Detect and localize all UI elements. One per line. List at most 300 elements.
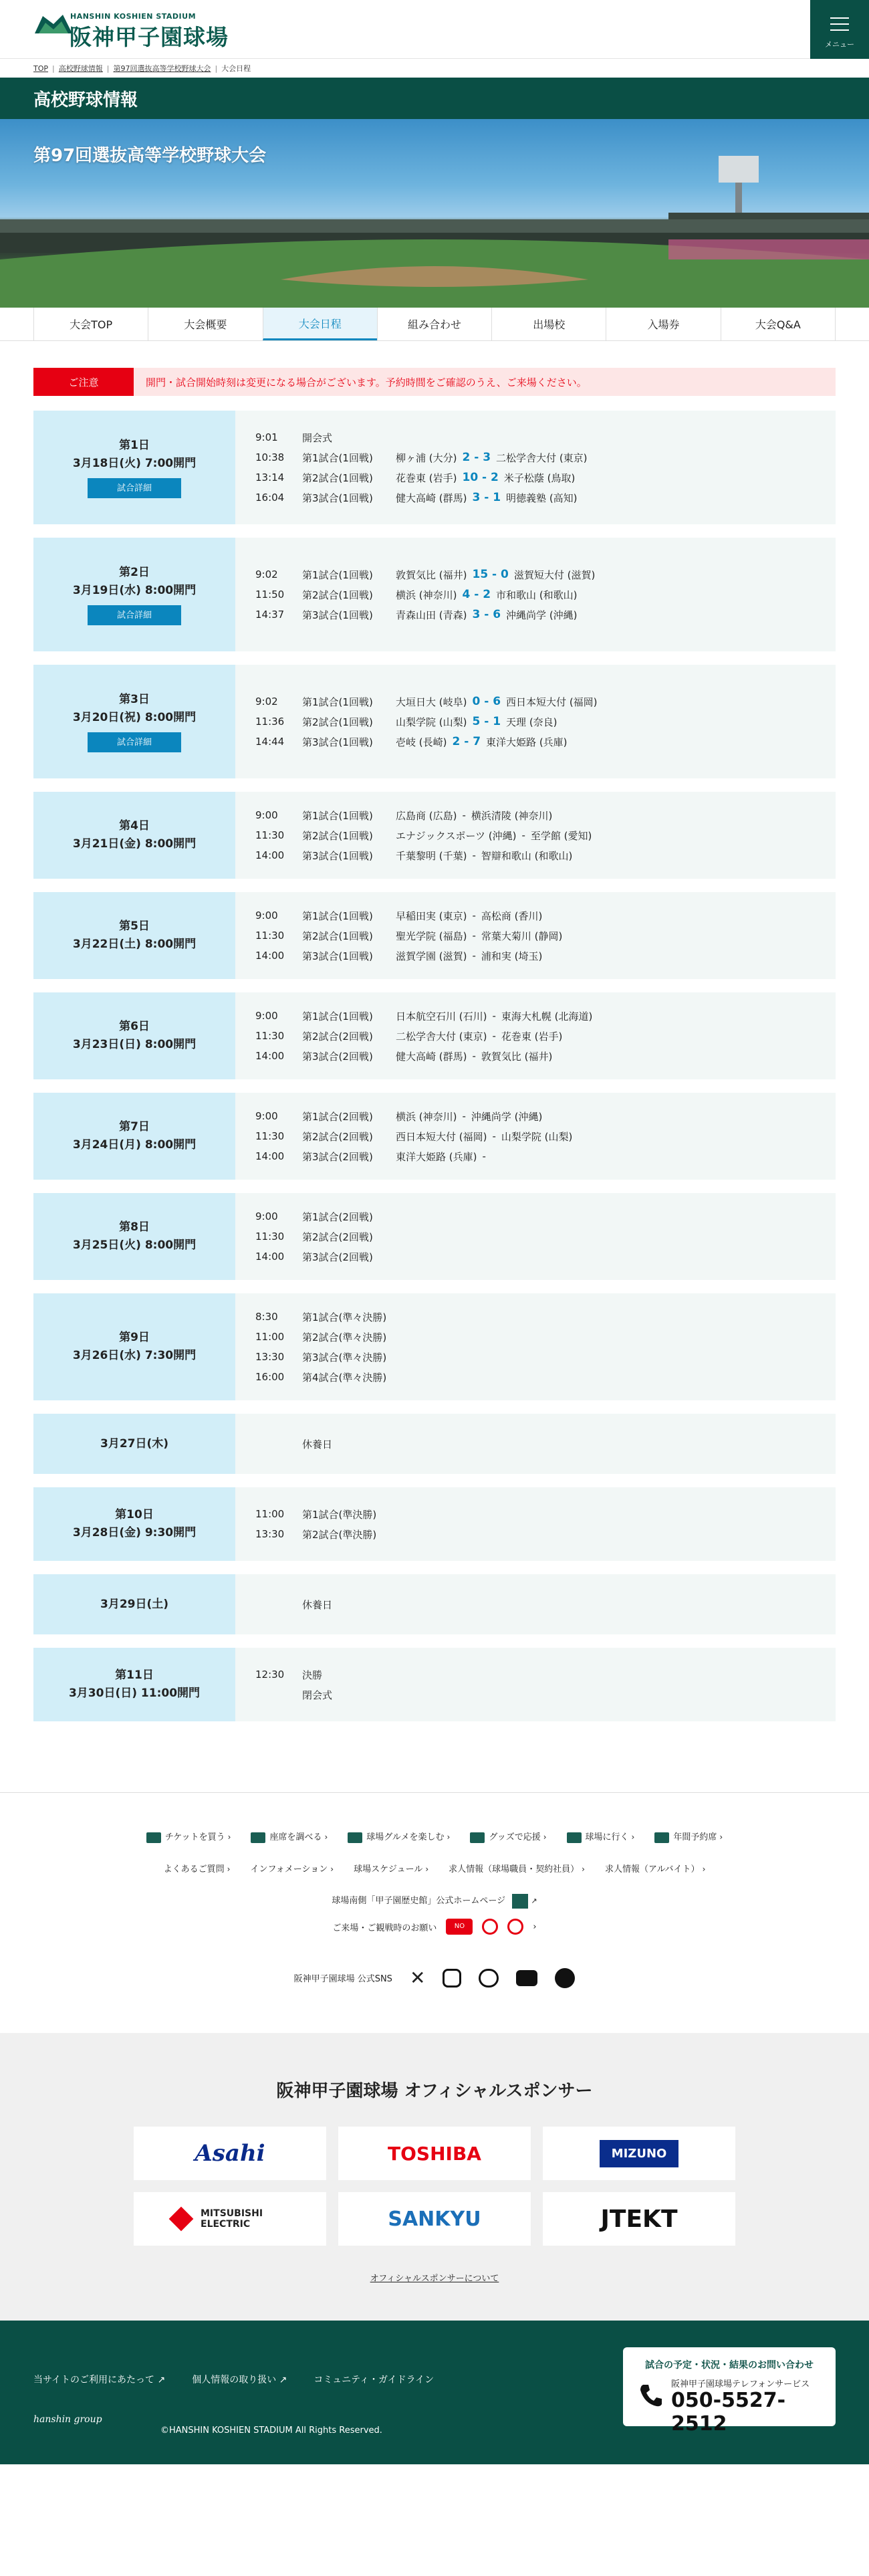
footer-secondary-links <box>0 1862 869 1874</box>
sns-label: 阪神甲子園球場 公式SNS <box>293 1974 392 1984</box>
team-away: 智辯和歌山 (和歌山) <box>481 849 573 862</box>
matchup <box>396 1130 572 1144</box>
notice-badge: ご注意 <box>33 368 134 396</box>
game-label: 第1試合(準決勝) <box>302 1508 377 1521</box>
game-score: - <box>492 1130 496 1142</box>
game-row <box>255 946 836 966</box>
game-time: 14:00 <box>255 950 285 962</box>
game-score: 10 - 2 <box>462 471 499 484</box>
game-score: 2 - 3 <box>462 451 491 464</box>
game-row <box>255 926 836 946</box>
game-row <box>255 805 836 825</box>
team-home: 敦賀気比 (福井) <box>396 568 467 581</box>
game-label: 第2試合(1回戦) <box>302 588 373 601</box>
warning-label: ご来場・ご観戦時のお願い <box>332 1923 437 1933</box>
team-away: 花巻東 (岩手) <box>501 1030 563 1043</box>
buy-ticket-link[interactable]: チケットを買う › <box>146 1830 231 1843</box>
access-link[interactable]: 球場に行く › <box>567 1830 635 1843</box>
game-row <box>255 1146 836 1166</box>
game-label: 第3試合(1回戦) <box>302 736 373 748</box>
game-row <box>255 1026 836 1046</box>
game-label: 第1試合(1回戦) <box>302 568 373 581</box>
day-number: 第8日 <box>119 1220 150 1234</box>
game-time: 11:50 <box>255 588 285 601</box>
terms-link[interactable]: 当サイトのご利用にあたって ↗ <box>33 2375 166 2385</box>
ticket-icon <box>146 1832 161 1843</box>
team-away: 滋賀短大付 (滋賀) <box>513 568 596 581</box>
game-time: 11:30 <box>255 829 285 841</box>
footer-legal-links <box>33 2373 434 2386</box>
team-away: 東洋大姫路 (兵庫) <box>486 736 568 748</box>
warning-row <box>0 1919 869 1935</box>
game-time: 11:00 <box>255 1508 285 1520</box>
day-header <box>33 1293 235 1400</box>
notice-text: 開門・試合開始時刻は変更になる場合がございます。予約時間をご確認のうえ、ご来場ください。 <box>146 376 587 389</box>
tab-bracket[interactable]: 組み合わせ <box>377 308 491 340</box>
seat-link[interactable]: 座席を調べる › <box>251 1830 328 1843</box>
contact-phone[interactable]: 050-5527-2512 <box>671 2389 786 2436</box>
day-date: 3月20日(祝) 8:00開門 <box>72 711 197 724</box>
game-row <box>255 1006 836 1026</box>
game-score: - <box>472 909 476 922</box>
game-row <box>255 1226 836 1247</box>
seat-icon <box>251 1832 265 1843</box>
game-time: 9:01 <box>255 431 278 443</box>
game-time: 11:30 <box>255 1230 285 1243</box>
privacy-link[interactable]: 個人情報の取り扱い ↗ <box>192 2375 287 2385</box>
external-link-icon: ↗ <box>531 1897 537 1905</box>
contact-title: 試合の予定・状況・結果のお問い合わせ <box>645 2360 814 2371</box>
schedule-day <box>33 1414 836 1474</box>
game-label: 第1試合(1回戦) <box>302 451 373 464</box>
team-away: 高松商 (香川) <box>481 909 543 922</box>
matchup <box>396 909 542 923</box>
game-label: 第1試合(1回戦) <box>302 695 373 708</box>
contact-box <box>623 2347 836 2436</box>
game-time: 14:00 <box>255 1150 285 1162</box>
day-games <box>235 1093 836 1180</box>
game-row <box>255 1247 836 1267</box>
team-home: 聖光学院 (福島) <box>396 930 467 942</box>
game-row <box>255 905 836 926</box>
tab-schools[interactable]: 出場校 <box>491 308 606 340</box>
day-header <box>33 1487 235 1561</box>
game-row <box>255 427 836 447</box>
day-number: 第3日 <box>119 693 150 706</box>
game-row <box>255 1206 836 1226</box>
megaphone-icon <box>470 1832 485 1843</box>
team-away: 山梨学院 (山梨) <box>501 1130 573 1143</box>
day-date: 3月18日(火) 7:00開門 <box>72 457 197 470</box>
day-games <box>235 411 836 524</box>
day-date: 3月27日(木) <box>100 1436 169 1451</box>
game-label: 第2試合(1回戦) <box>302 471 373 484</box>
day-number: 第5日 <box>119 920 150 933</box>
day-header <box>33 892 235 979</box>
faq-link[interactable]: よくあるご質問 › <box>163 1864 231 1874</box>
day-date: 3月19日(水) 8:00開門 <box>72 584 197 597</box>
footer-navigation <box>0 1792 869 2033</box>
game-score: 15 - 0 <box>472 568 509 581</box>
game-row <box>255 1665 836 1685</box>
team-home: 健大高崎 (群馬) <box>396 1050 467 1063</box>
tab-qa[interactable]: 大会Q&A <box>721 308 836 340</box>
game-label: 第2試合(準々決勝) <box>302 1331 387 1344</box>
phone-icon <box>638 2382 664 2409</box>
game-row <box>255 1126 836 1146</box>
day-header <box>33 992 235 1079</box>
day-date: 3月23日(日) 8:00開門 <box>72 1038 197 1051</box>
team-away: 敦賀気比 (福井) <box>481 1050 553 1063</box>
annual-seat-link[interactable]: 年間予約席 › <box>654 1830 723 1843</box>
matchup <box>396 1109 542 1123</box>
game-score: 3 - 6 <box>472 608 501 621</box>
youtube-icon[interactable] <box>516 1970 537 1986</box>
hanshin-group-logo[interactable]: hanshin group <box>33 2414 102 2425</box>
game-label: 第1試合(1回戦) <box>302 809 373 822</box>
team-home: 柳ヶ浦 (大分) <box>396 451 457 464</box>
train-icon <box>567 1832 582 1843</box>
day-games <box>235 892 836 979</box>
game-row <box>255 825 836 845</box>
matchup <box>396 1150 491 1164</box>
team-home: 健大高崎 (群馬) <box>396 492 467 504</box>
game-row <box>255 584 836 605</box>
day-date: 3月25日(火) 8:00開門 <box>72 1239 197 1252</box>
gourmet-link[interactable]: 球場グルメを楽しむ › <box>348 1830 450 1843</box>
day-date: 3月21日(金) 8:00開門 <box>72 837 197 851</box>
game-time: 11:30 <box>255 930 285 942</box>
day-games <box>235 992 836 1079</box>
game-score: - <box>462 809 466 821</box>
team-home: 横浜 (神奈川) <box>396 1110 457 1123</box>
sponsor-mitsubishi[interactable]: MITSUBISHI ELECTRIC <box>134 2192 326 2246</box>
sponsor-sankyu[interactable]: SANKYU <box>338 2192 531 2246</box>
matchup <box>396 608 578 622</box>
breadcrumb-top[interactable]: TOP <box>33 64 49 73</box>
information-link[interactable]: インフォメーション › <box>250 1864 334 1874</box>
game-label: 第2試合(2回戦) <box>302 1230 373 1243</box>
jobs-staff-link[interactable]: 求人情報（球場職員・契約社員） › <box>449 1864 585 1874</box>
game-row <box>255 732 836 752</box>
game-time: 9:00 <box>255 1010 278 1022</box>
day-date: 3月29日(土) <box>100 1597 169 1611</box>
schedule-day <box>33 1648 836 1721</box>
schedule-day <box>33 1193 836 1280</box>
game-label: 第4試合(準々決勝) <box>302 1371 387 1384</box>
sponsor-asahi[interactable]: Asahi <box>134 2127 326 2180</box>
game-time: 9:00 <box>255 909 278 922</box>
game-time: 9:02 <box>255 568 278 580</box>
day-games <box>235 1193 836 1280</box>
game-detail-button[interactable]: 試合詳細 <box>88 605 181 625</box>
game-label: 第3試合(1回戦) <box>302 849 373 862</box>
menu-label: メニュー <box>825 40 854 49</box>
game-row <box>255 488 836 508</box>
game-score: - <box>472 849 476 861</box>
team-home: 二松学舎大付 (東京) <box>396 1030 487 1043</box>
game-label: 第1試合(2回戦) <box>302 1110 373 1123</box>
stadium-logo-icon <box>33 11 74 37</box>
game-time: 11:30 <box>255 1130 285 1142</box>
team-away: 市和歌山 (和歌山) <box>496 588 578 601</box>
breadcrumb-separator: | <box>106 64 110 73</box>
team-away: 至学館 (愛知) <box>530 829 592 842</box>
game-time: 11:00 <box>255 1331 285 1343</box>
community-guideline-link[interactable]: コミュニティ・ガイドライン <box>314 2375 434 2385</box>
breadcrumb-separator: | <box>215 64 218 73</box>
matchup <box>396 849 572 863</box>
team-home: 大垣日大 (岐阜) <box>396 695 467 708</box>
team-away: 東海大札幌 (北海道) <box>501 1010 593 1023</box>
no-photo-icon <box>507 1919 523 1935</box>
game-label: 第3試合(1回戦) <box>302 950 373 962</box>
game-score: 5 - 1 <box>472 715 501 728</box>
game-time: 14:00 <box>255 1251 285 1263</box>
schedule-day <box>33 411 836 524</box>
game-label: 第1試合(1回戦) <box>302 1010 373 1023</box>
day-games <box>235 1574 836 1634</box>
game-time: 9:00 <box>255 1210 278 1222</box>
team-home: 広島商 (広島) <box>396 809 457 822</box>
matchup <box>396 491 578 505</box>
matchup <box>396 809 552 823</box>
game-label: 休養日 <box>302 1598 333 1611</box>
line-icon[interactable] <box>479 1969 499 1988</box>
game-score: - <box>472 1050 476 1062</box>
game-row <box>255 691 836 712</box>
day-header <box>33 1093 235 1180</box>
game-row <box>255 1504 836 1524</box>
jobs-parttime-link[interactable]: 求人情報（アルバイト） › <box>604 1864 706 1874</box>
day-date: 3月22日(土) 8:00開門 <box>72 938 197 951</box>
contact-service: 阪神甲子園球場テレフォンサービス <box>671 2379 810 2389</box>
game-time: 11:36 <box>255 716 285 728</box>
game-time: 13:30 <box>255 1351 285 1363</box>
team-away: 浦和実 (埼玉) <box>481 950 543 962</box>
museum-icon <box>512 1894 528 1909</box>
game-label: 決勝 <box>302 1669 323 1681</box>
game-label: 第3試合(1回戦) <box>302 609 373 621</box>
mitsubishi-diamond-icon <box>169 2207 194 2232</box>
schedule-day <box>33 538 836 651</box>
menu-button[interactable] <box>810 0 869 59</box>
game-label: 第3試合(準々決勝) <box>302 1351 387 1364</box>
game-row <box>255 1594 836 1614</box>
day-date: 3月28日(金) 9:30開門 <box>72 1526 197 1539</box>
day-header <box>33 1193 235 1280</box>
game-row <box>255 712 836 732</box>
game-detail-button[interactable]: 試合詳細 <box>88 732 181 752</box>
matchup <box>396 695 598 709</box>
tab-overview[interactable]: 大会概要 <box>148 308 262 340</box>
game-row <box>255 1434 836 1454</box>
day-date: 3月24日(月) 8:00開門 <box>72 1138 197 1152</box>
game-score: 4 - 2 <box>462 588 491 601</box>
game-row <box>255 1685 836 1705</box>
day-header <box>33 538 235 651</box>
matchup <box>396 588 578 602</box>
sponsor-toshiba[interactable]: TOSHIBA <box>338 2127 531 2180</box>
site-header <box>0 0 869 59</box>
team-home: 横浜 (神奈川) <box>396 588 457 601</box>
goods-link[interactable]: グッズで応援 › <box>470 1830 546 1843</box>
breadcrumb <box>0 59 869 78</box>
game-time: 16:04 <box>255 492 285 504</box>
game-time: 14:00 <box>255 1050 285 1062</box>
site-logo[interactable] <box>33 11 229 50</box>
day-number: 第4日 <box>119 819 150 833</box>
team-home: 滋賀学園 (滋賀) <box>396 950 467 962</box>
instagram-icon[interactable] <box>443 1969 461 1988</box>
no-smoking-icon <box>482 1919 498 1935</box>
game-score: - <box>492 1030 496 1042</box>
external-link-icon: ↗ <box>157 2375 166 2385</box>
day-header <box>33 1414 235 1474</box>
chevron-right-icon[interactable]: › <box>533 1921 537 1932</box>
game-label: 第2試合(2回戦) <box>302 1030 373 1043</box>
schedule-day <box>33 992 836 1079</box>
tab-schedule[interactable]: 大会日程 <box>263 308 377 340</box>
team-away: 横浜清陵 (神奈川) <box>471 809 553 822</box>
day-number: 第9日 <box>119 1331 150 1344</box>
matchup <box>396 829 592 843</box>
game-row <box>255 845 836 865</box>
game-label: 開会式 <box>302 431 333 444</box>
team-away: 西日本短大付 (福岡) <box>506 695 598 708</box>
sponsors-title: 阪神甲子園球場 オフィシャルスポンサー <box>276 2081 593 2101</box>
schedule-day <box>33 792 836 879</box>
breadcrumb-tournament[interactable]: 第97回選抜高等学校野球大会 <box>113 64 211 73</box>
stadium-schedule-link[interactable]: 球場スケジュール › <box>354 1864 429 1874</box>
team-home: 早稲田実 (東京) <box>396 909 467 922</box>
game-time: 8:30 <box>255 1311 278 1323</box>
game-row <box>255 1347 836 1367</box>
day-games <box>235 538 836 651</box>
game-score: 3 - 1 <box>472 491 501 504</box>
game-time: 14:44 <box>255 736 285 748</box>
sponsors-section <box>0 2033 869 2321</box>
game-score: - <box>521 829 525 841</box>
day-games <box>235 665 836 778</box>
game-row <box>255 605 836 625</box>
game-label: 第2試合(1回戦) <box>302 716 373 728</box>
game-time: 9:00 <box>255 1110 278 1122</box>
day-header <box>33 665 235 778</box>
facebook-icon[interactable] <box>555 1968 575 1988</box>
day-games <box>235 1414 836 1474</box>
game-time: 14:00 <box>255 849 285 861</box>
team-home: 千葉黎明 (千葉) <box>396 849 467 862</box>
game-time: 10:38 <box>255 451 285 463</box>
day-number: 第6日 <box>119 1020 150 1033</box>
museum-row <box>0 1893 869 1909</box>
game-time: 9:00 <box>255 809 278 821</box>
game-label: 第1試合(2回戦) <box>302 1210 373 1223</box>
day-games <box>235 1487 836 1561</box>
matchup <box>396 715 557 729</box>
game-row <box>255 447 836 467</box>
game-score: - <box>492 1010 496 1022</box>
game-label: 第1試合(準々決勝) <box>302 1311 387 1323</box>
game-row <box>255 1524 836 1544</box>
game-time: 12:30 <box>255 1669 285 1681</box>
team-home: 西日本短大付 (福岡) <box>396 1130 487 1143</box>
tab-tickets[interactable]: 入場券 <box>606 308 720 340</box>
game-row <box>255 1307 836 1327</box>
day-games <box>235 792 836 879</box>
game-label: 第3試合(2回戦) <box>302 1050 373 1063</box>
game-label: 第3試合(2回戦) <box>302 1150 373 1163</box>
day-games <box>235 1293 836 1400</box>
game-label: 第2試合(1回戦) <box>302 829 373 842</box>
schedule-day <box>33 665 836 778</box>
tab-top[interactable]: 大会TOP <box>33 308 148 340</box>
game-time: 14:37 <box>255 609 285 621</box>
copyright: ©HANSHIN KOSHIEN STADIUM All Rights Reserved. <box>160 2426 382 2436</box>
game-score: 2 - 7 <box>452 735 481 748</box>
game-score: - <box>482 1150 486 1162</box>
team-away: 常葉大菊川 (静岡) <box>481 930 563 942</box>
game-detail-button[interactable]: 試合詳細 <box>88 478 181 498</box>
museum-link[interactable]: 球場南側「甲子園歴史館」公式ホームページ ↗ <box>332 1893 537 1909</box>
schedule-day <box>33 1293 836 1400</box>
game-time: 13:14 <box>255 471 285 484</box>
game-row <box>255 1106 836 1126</box>
schedule-day <box>33 892 836 979</box>
hamburger-icon <box>830 17 849 35</box>
matchup <box>396 735 568 749</box>
tournament-tabs <box>0 308 869 341</box>
hero-banner <box>0 119 869 308</box>
section-title: 高校野球情報 <box>0 78 869 119</box>
x-icon[interactable]: ✕ <box>409 1967 426 1989</box>
team-away: 天理 (奈良) <box>506 716 557 728</box>
sponsor-jtekt[interactable]: JTEKT <box>543 2192 735 2246</box>
game-score: 0 - 6 <box>472 695 501 708</box>
team-away: 沖縄尚学 (沖縄) <box>471 1110 543 1123</box>
team-home: 青森山田 (青森) <box>396 609 467 621</box>
matchup <box>396 451 588 465</box>
day-number: 第11日 <box>115 1669 154 1682</box>
schedule-day <box>33 1574 836 1634</box>
day-header <box>33 1648 235 1721</box>
game-row <box>255 1367 836 1387</box>
tournament-title: 第97回選抜高等学校野球大会 <box>33 146 267 166</box>
team-away: 沖縄尚学 (沖縄) <box>506 609 578 621</box>
breadcrumb-highschool[interactable]: 高校野球情報 <box>58 64 103 73</box>
external-link-icon: ↗ <box>279 2375 287 2385</box>
logo-english: HANSHIN KOSHIEN STADIUM <box>70 12 197 21</box>
sns-row <box>0 1967 869 1989</box>
game-time: 9:02 <box>255 695 278 708</box>
day-number: 第1日 <box>119 439 150 452</box>
game-row <box>255 467 836 488</box>
sponsors-about-link[interactable]: オフィシャルスポンサーについて <box>370 2274 499 2284</box>
team-home: 山梨学院 (山梨) <box>396 716 467 728</box>
matchup <box>396 949 542 963</box>
no-drone-icon: NO <box>446 1919 473 1935</box>
game-label: 第2試合(2回戦) <box>302 1130 373 1143</box>
breadcrumb-separator: | <box>52 64 55 73</box>
game-label: 閉会式 <box>302 1689 333 1701</box>
schedule-list <box>33 411 836 1735</box>
logo-japanese: 阪神甲子園球場 <box>70 24 229 50</box>
day-number: 第7日 <box>119 1120 150 1134</box>
game-label: 休養日 <box>302 1438 333 1451</box>
sponsor-mizuno[interactable]: MIZUNO <box>543 2127 735 2180</box>
matchup <box>396 1029 562 1043</box>
